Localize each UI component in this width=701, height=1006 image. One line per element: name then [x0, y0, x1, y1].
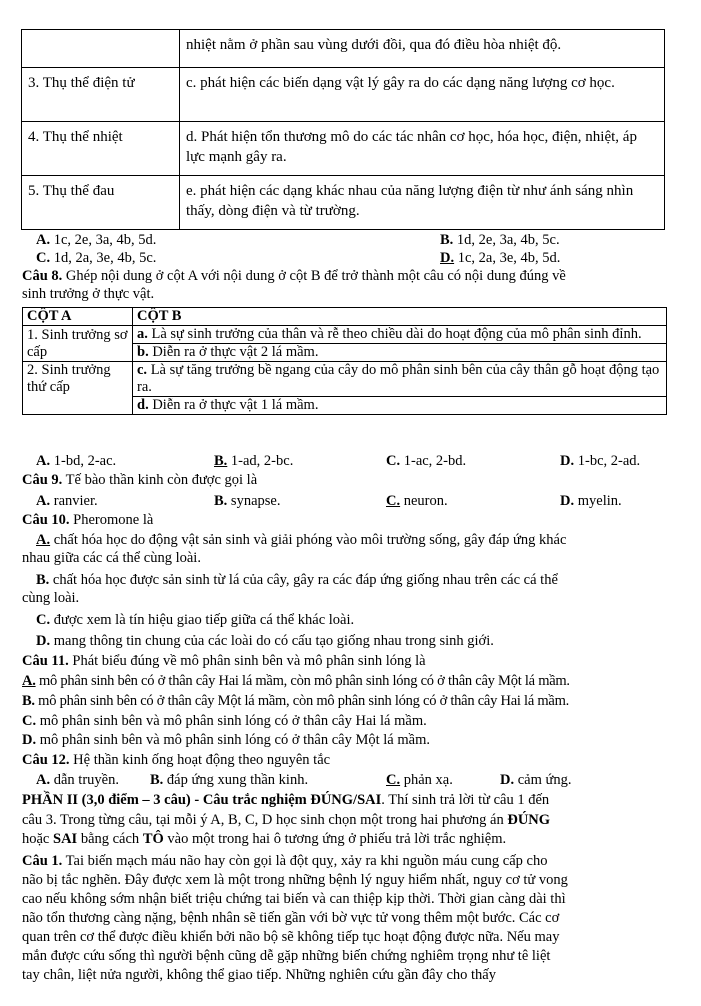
q10-option-c[interactable]: C. được xem là tín hiệu giao tiếp giữa cá thể khác loài. — [36, 612, 355, 628]
table-row — [22, 68, 665, 122]
q12-option-b[interactable]: B. đáp ứng xung thần kinh. — [150, 772, 309, 788]
receptor-table — [21, 29, 665, 230]
table-row — [23, 362, 667, 397]
q10-option-a[interactable]: A. chất hóa học do động vật sản sinh và giải phóng vào môi trường sống, gây đáp ứng khác — [36, 532, 567, 548]
q8-option-d[interactable]: D. 1-bc, 2-ad. — [560, 453, 641, 469]
q8-matching-table — [22, 307, 667, 415]
table-row — [23, 308, 667, 326]
table-cell — [22, 30, 180, 68]
column-b-header: CỘT B — [133, 308, 667, 326]
q7-answers-row2 — [36, 249, 676, 267]
q12-option-c[interactable]: C. phản xạ. — [386, 772, 453, 788]
table-cell: nhiệt nằm ở phần sau vùng dưới đồi, qua đó điều hòa nhiệt độ. — [180, 30, 665, 68]
table-cell: b. Diễn ra ở thực vật 2 lá mầm. — [133, 344, 667, 362]
q8-option-b[interactable]: B. 1-ad, 2-bc. — [214, 453, 294, 469]
q8-question: Câu 8. Ghép nội dung ở cột A với nội dung ở cột B để trở thành một câu có nội dung đúng về — [22, 268, 566, 284]
table-row — [23, 326, 667, 344]
q7-option-d[interactable]: D. 1c, 2a, 3e, 4b, 5d. — [440, 250, 561, 266]
table-cell: c. Là sự tăng trưởng bề ngang của cây do mô phân sinh bên của cây thân gỗ hoạt động tạo ra. — [133, 362, 667, 397]
q10-option-a-cont: nhau giữa các cá thể cùng loài. — [22, 550, 201, 566]
table-row — [22, 176, 665, 230]
q11-option-c[interactable]: C. mô phân sinh bên và mô phân sinh lóng có ở thân cây Hai lá mầm. — [22, 713, 427, 729]
p2q1-passage-line: não tổn thương càng nặng, bệnh nhân sẽ tiến gần với bờ vực tử vong thêm một bước. Các cơ — [22, 910, 560, 926]
q7-answers-row1 — [36, 231, 676, 249]
q12-answers — [36, 771, 676, 789]
q11-option-a[interactable]: A. mô phân sinh bên có ở thân cây Hai lá mầm, còn mô phân sinh lóng có ở thân cây Một lá mầm. — [22, 673, 570, 689]
p2q1-passage-line: Câu 1. Tai biến mạch máu não hay còn gọi là đột quỵ, xảy ra khi nguồn máu cung cấp cho — [22, 853, 548, 869]
q10-question: Câu 10. Pheromone là — [22, 512, 154, 528]
q10-option-b-cont: cùng loài. — [22, 590, 80, 606]
q11-option-d[interactable]: D. mô phân sinh bên và mô phân sinh lóng có ở thân cây Một lá mầm. — [22, 732, 430, 748]
q7-option-a[interactable]: A. 1c, 2e, 3a, 4b, 5d. — [36, 232, 157, 248]
q8-option-c[interactable]: C. 1-ac, 2-bd. — [386, 453, 467, 469]
table-cell — [23, 362, 133, 415]
table-cell: 3. Thụ thể điện tử — [22, 68, 180, 122]
q10-option-d[interactable]: D. mang thông tin chung của các loài do có cấu tạo giống nhau trong sinh giới. — [36, 633, 494, 649]
q10-option-b[interactable]: B. chất hóa học được sản sinh từ lá của cây, gây ra các đáp ứng giống nhau trên các cá thể — [36, 572, 558, 588]
table-cell: c. phát hiện các biến dạng vật lý gây ra do các dạng năng lượng cơ học. — [180, 68, 665, 122]
q12-question: Câu 12. Hệ thần kinh ống hoạt động theo nguyên tắc — [22, 752, 331, 768]
table-cell: d. Diễn ra ở thực vật 1 lá mầm. — [133, 397, 667, 415]
table-row — [22, 30, 665, 68]
row2-label: 2. Sinh trưởng thứ cấp — [27, 362, 111, 395]
q9-option-d[interactable]: D. myelin. — [560, 493, 622, 509]
table-cell: 4. Thụ thể nhiệt — [22, 122, 180, 176]
q7-option-b[interactable]: B. 1d, 2e, 3a, 4b, 5c. — [440, 232, 560, 248]
table-cell: a. Là sự sinh trưởng của thân và rễ theo chiều dài do hoạt động của mô phân sinh đỉnh. — [133, 326, 667, 344]
q12-option-d[interactable]: D. cảm ứng. — [500, 772, 572, 788]
q8-answers — [36, 452, 676, 470]
q9-question: Câu 9. Tế bào thần kinh còn được gọi là — [22, 472, 258, 488]
part2-instructions: câu 3. Trong từng câu, tại mỗi ý A, B, C, D học sinh chọn một trong hai phương án ĐÚNG — [22, 812, 551, 828]
p2q1-passage-line: não bị tắc nghẽn. Đây được xem là một trong những bệnh lý nguy hiểm nhất, nguy cơ tử vong — [22, 872, 568, 888]
q7-option-c[interactable]: C. 1d, 2a, 3e, 4b, 5c. — [36, 250, 157, 266]
column-a-header: CỘT A — [23, 308, 133, 326]
p2q1-passage-line: cao nếu không sớm nhận biết triệu chứng tai biến và can thiệp kịp thời. Thời gian càng dài thì — [22, 891, 566, 907]
q9-answers — [36, 492, 676, 510]
q8-option-a[interactable]: A. 1-bd, 2-ac. — [36, 453, 117, 469]
table-row — [22, 122, 665, 176]
p2q1-passage-line: tay chân, liệt nửa người, không thể giao tiếp. Những nghiên cứu gần đây cho thấy — [22, 967, 496, 983]
q9-option-c[interactable]: C. neuron. — [386, 493, 448, 509]
table-cell: e. phát hiện các dạng khác nhau của năng lượng điện từ như ánh sáng nhìn thấy, dòng điện và từ trường. — [180, 176, 665, 230]
p2q1-passage-line: quan trên cơ thể được điều khiển bởi não bộ sẽ không tiếp tục hoạt động được nữa. Nếu may — [22, 929, 560, 945]
q9-option-b[interactable]: B. synapse. — [214, 493, 281, 509]
q11-question: Câu 11. Phát biểu đúng về mô phân sinh bên và mô phân sinh lóng là — [22, 653, 426, 669]
part2-heading: PHẦN II (3,0 điểm – 3 câu) - Câu trắc nghiệm ĐÚNG/SAI. Thí sinh trả lời từ câu 1 đến — [22, 792, 550, 808]
table-cell: 5. Thụ thể đau — [22, 176, 180, 230]
p2q1-passage-line: mắn được cứu sống thì người bệnh cũng dễ gặp những biến chứng nghiêm trọng như tê liệt — [22, 948, 551, 964]
q9-option-a[interactable]: A. ranvier. — [36, 493, 98, 509]
q12-option-a[interactable]: A. dẫn truyền. — [36, 772, 119, 788]
table-cell: d. Phát hiện tổn thương mô do các tác nhân cơ học, hóa học, điện, nhiệt, áp lực mạnh gây ra. — [180, 122, 665, 176]
table-cell — [23, 326, 133, 362]
part2-instructions-cont: hoặc SAI bằng cách TÔ vào một trong hai ô tương ứng ở phiếu trả lời trắc nghiệm. — [22, 831, 507, 847]
q11-option-b[interactable]: B. mô phân sinh bên có ở thân cây Một lá mầm, còn mô phân sinh lóng có ở thân cây Hai lá mầm. — [22, 693, 569, 709]
q8-question-cont: sinh trưởng ở thực vật. — [22, 286, 155, 302]
row1-label: 1. Sinh trưởng sơ cấp — [27, 326, 128, 360]
